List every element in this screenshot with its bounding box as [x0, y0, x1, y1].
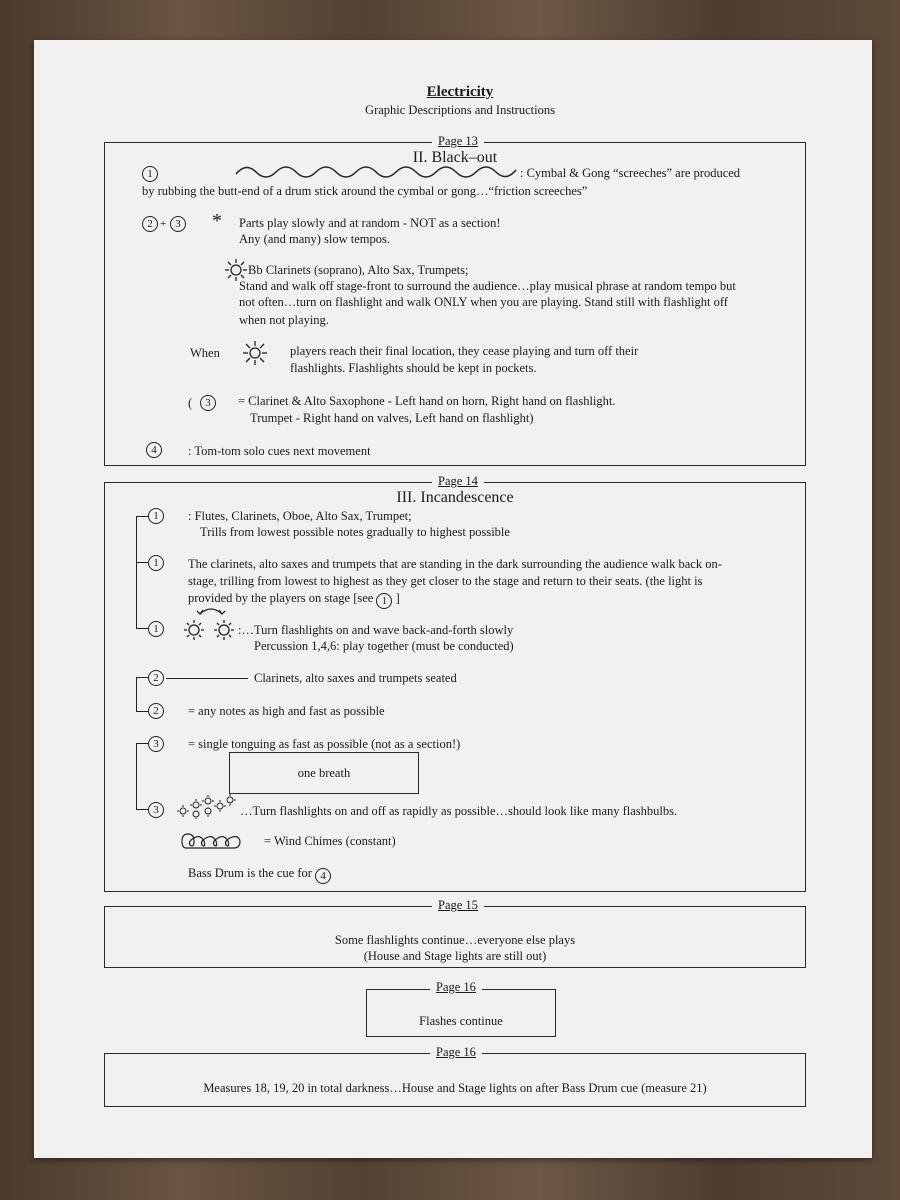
cue-a-line-2: Trills from lowest possible notes gradually to highest possible: [200, 525, 510, 539]
cue-c-line-1: :…Turn flashlights on and wave back-and-forth slowly: [238, 623, 514, 637]
paren-open: (: [188, 396, 193, 410]
cue-number: 2: [142, 216, 158, 232]
many-flashbulbs-icon: [174, 792, 238, 820]
document-page: [34, 40, 872, 1158]
cue1-text: : Cymbal & Gong “screeches” are produced: [520, 166, 741, 180]
group-bracket: [136, 743, 137, 809]
cue-f-text: = single tonguing as fast as possible (not as a section!): [188, 737, 461, 751]
players-line-3: not often…turn on flashlight and walk ONLY when you are playing. Stand still with flashlight off: [239, 295, 728, 309]
page16-label: Page 16: [430, 980, 482, 995]
random-line-1: Parts play slowly and at random - NOT as a section!: [239, 216, 501, 230]
hands-line-1: = Clarinet & Alto Saxophone - Left hand on horn, Right hand on flashlight.: [238, 394, 616, 408]
cue-number: 4: [315, 868, 331, 884]
cue-number: 1: [148, 621, 164, 637]
cue-number: 1: [142, 166, 158, 182]
duration-line: [166, 678, 248, 679]
cue-number: 1: [148, 508, 164, 524]
cue-g-text: …Turn flashlights on and off as rapidly as possible…should look like many flashbulbs.: [240, 804, 678, 818]
page13-label: Page 13: [432, 134, 484, 149]
cue-d-text: Clarinets, alto saxes and trumpets seated: [254, 671, 457, 685]
players-line-2: Stand and walk off stage-front to surround the audience…play musical phrase at random tempo but: [239, 279, 736, 293]
cue-b-line-1: The clarinets, alto saxes and trumpets that are standing in the dark surrounding the audience walk back on-: [188, 557, 722, 571]
bass-drum-text: Bass Drum is the cue for: [188, 866, 312, 880]
bracket-tick: [136, 628, 148, 629]
cue-number: 3: [170, 216, 186, 232]
page13-heading: II. Black–out: [412, 149, 498, 166]
cue1-text-cont: by rubbing the butt-end of a drum stick around the cymbal or gong…“friction screeches”: [142, 184, 588, 198]
bracket-tick: [136, 743, 148, 744]
flashlight-sun-icon: [242, 340, 268, 366]
page14-label: Page 14: [432, 474, 484, 489]
cue-e-text: = any notes as high and fast as possible: [188, 704, 385, 718]
cue-c-line-2: Percussion 1,4,6: play together (must be conducted): [254, 639, 514, 653]
wind-chimes-icon: [180, 832, 242, 850]
page14-heading: III. Incandescence: [396, 489, 514, 506]
friction-wave-icon: [234, 160, 520, 180]
page14-box: [104, 482, 806, 892]
random-line-2: Any (and many) slow tempos.: [239, 232, 391, 246]
document-subtitle: Graphic Descriptions and Instructions: [365, 103, 555, 117]
document-title: Electricity: [426, 84, 494, 100]
group-bracket: [136, 516, 137, 628]
bracket-tick: [136, 516, 148, 517]
page15-line-1: Some flashlights continue…everyone else plays: [334, 933, 576, 947]
page16-small-text: Flashes continue: [419, 1014, 503, 1028]
waving-flashlights-icon: [180, 604, 242, 644]
cue-number: 1: [376, 593, 392, 609]
bass-drum-cue: [188, 865, 331, 882]
bracket-tick: [136, 711, 148, 712]
page15-line-2: (House and Stage lights are still out): [363, 949, 547, 963]
bracket-tick: [136, 677, 148, 678]
players-line-4: when not playing.: [239, 313, 329, 327]
bracket-tick: [136, 562, 148, 563]
players-line-1: Bb Clarinets (soprano), Alto Sax, Trumpets;: [248, 263, 469, 277]
cue-number: 3: [148, 802, 164, 818]
wind-chimes-text: = Wind Chimes (constant): [264, 834, 396, 848]
cue-a-line-1: : Flutes, Clarinets, Oboe, Alto Sax, Trumpet;: [188, 509, 412, 523]
cue-b-line-3-close: ]: [395, 591, 400, 605]
cue-number: 3: [148, 736, 164, 752]
when-line-2: flashlights. Flashlights should be kept in pockets.: [290, 361, 537, 375]
page15-label: Page 15: [432, 898, 484, 913]
cue-number: 2: [148, 670, 164, 686]
hands-line-2: Trumpet - Right hand on valves, Left hand on flashlight): [250, 411, 534, 425]
cue-b-line-2: stage, trilling from lowest to highest as they get closer to the stage and return to their seats. (the light is: [188, 574, 703, 588]
asterisk-symbol: *: [212, 210, 222, 232]
cue-number: 4: [146, 442, 162, 458]
plus-sign: +: [160, 218, 167, 230]
when-line-1: players reach their final location, they cease playing and turn off their: [290, 344, 639, 358]
cue-b-line-3-text: provided by the players on stage [see: [188, 591, 374, 605]
cue4-text: : Tom-tom solo cues next movement: [188, 444, 371, 458]
one-breath-box: one breath: [229, 752, 419, 794]
when-label: When: [190, 346, 220, 360]
cue-number: 2: [148, 703, 164, 719]
cue-number: 1: [148, 555, 164, 571]
group-bracket: [136, 677, 137, 711]
bracket-tick: [136, 809, 148, 810]
page16-wide-text: Measures 18, 19, 20 in total darkness…House and Stage lights on after Bass Drum cue (measure 21): [203, 1081, 707, 1095]
cue-number: 3: [200, 395, 216, 411]
page16-label: Page 16: [430, 1045, 482, 1060]
